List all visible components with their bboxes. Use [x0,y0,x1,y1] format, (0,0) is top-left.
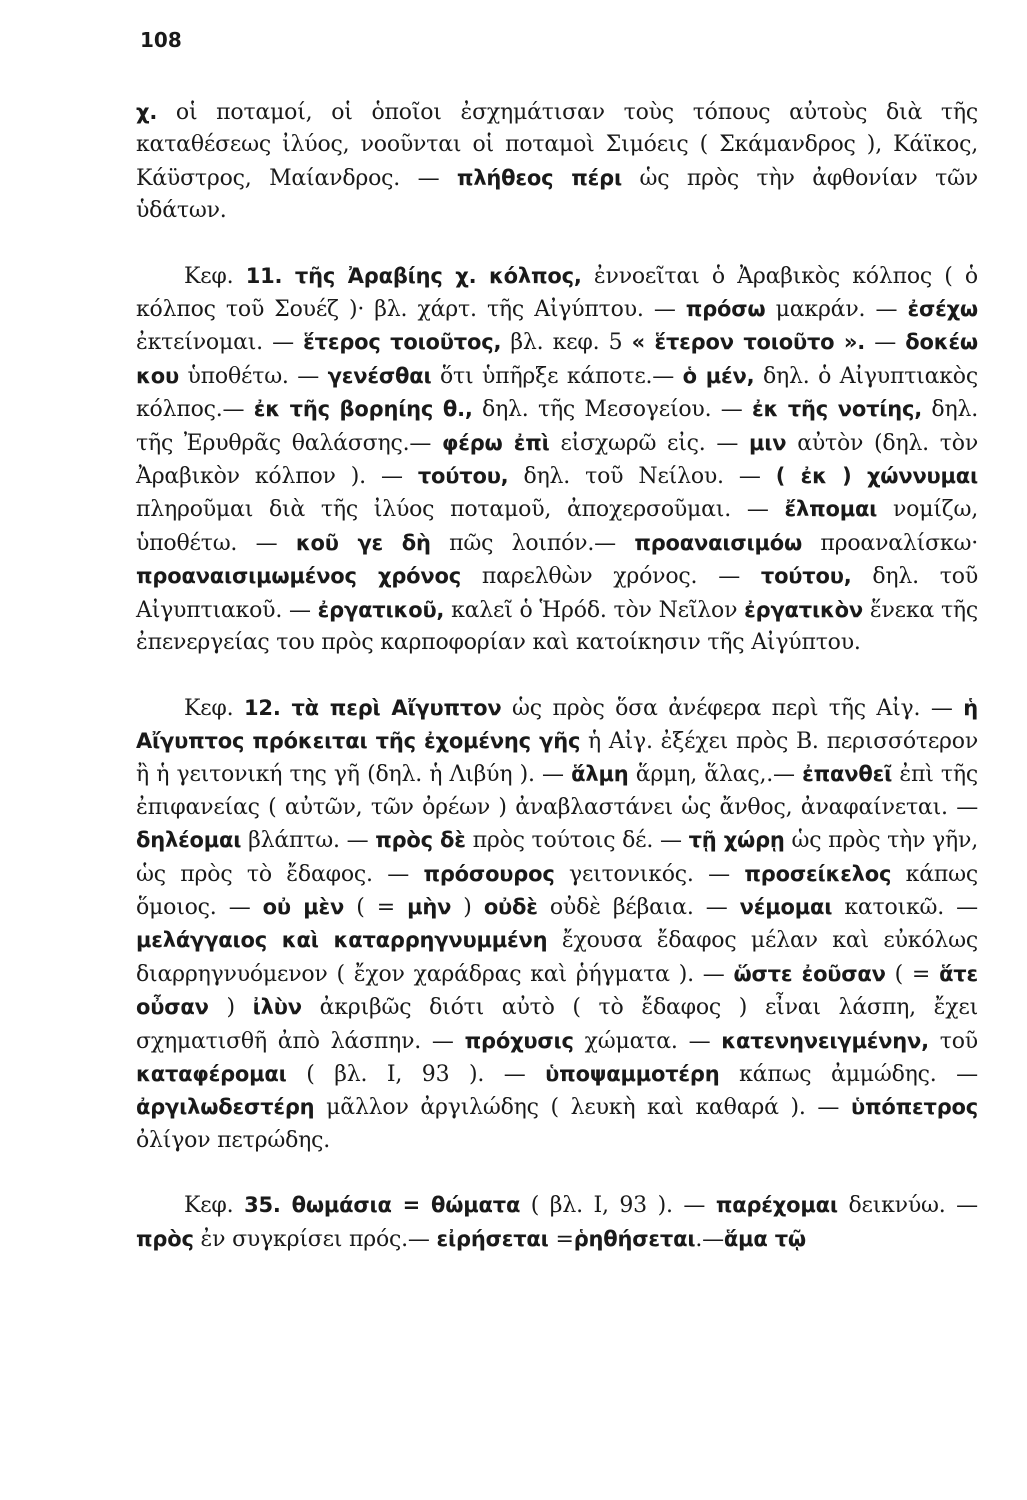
headword: 11. τῆς Ἀραβίης χ. κόλπος, [245,263,582,288]
paragraph [136,692,978,1158]
headword: προαναισιμόω [634,530,802,555]
gloss-text: = [548,1226,574,1252]
gloss-text: οἱ ποταμοί, οἱ ὁποῖοι ἐσχημάτισαν τοὺς τόπους αὐτοὺς διὰ τῆς καταθέσεως ἰλύος, νοοῦνται οἱ ποταμοὶ Σιμόεις ( Σκάμανδρος ), Κάϊκος, Κάϋστρος, Μαίανδρος. — [136,100,978,191]
headword: οὐδὲ [483,894,538,919]
headword: δηλέομαι [136,828,242,853]
gloss-text: ἡ Αἰγ. ἐξέχει πρὸς Β. περισσότερον ἢ ἡ γειτονική της γῆ (δηλ. ἡ Λιβύη ). — [136,728,978,788]
headword: φέρω ἐπὶ [442,430,550,455]
gloss-text: μακράν. — [765,297,908,323]
headword: προσείκελος [744,861,892,886]
headword: οὐ μὲν [262,894,345,919]
gloss-text: παρελθὼν χρόνος. — [460,564,761,590]
gloss-text: .— [695,1226,724,1252]
gloss-text: κάπως ἀμμώδης. — [719,1061,978,1087]
gloss-text: πληροῦμαι διὰ τῆς ἰλύος ποταμοῦ, ἀποχερσοῦμαι. — [136,497,785,523]
gloss-text: ἅρμη, ἅλας,.— [628,762,803,788]
gloss-text: χώματα. — [573,1028,722,1054]
headword: πλήθεος πέρι [456,165,622,190]
paragraph-gap [136,660,978,692]
gloss-text: καλεῖ ὁ Ἡρόδ. τὸν Νεῖλον [444,597,745,623]
headword: καταφέρομαι [136,1061,287,1086]
gloss-text: ἕνεκα τῆς ἐπενεργείας του πρὸς καρποφορίαν καὶ κατοίκησιν τῆς Αἰγύπτου. [136,597,979,656]
headword: ὑποψαμμοτέρη [545,1061,720,1086]
headword: πρόσω [685,297,766,322]
headword: γενέσθαι [327,363,432,388]
headword: πρόσουρος [423,861,555,886]
gloss-text: δηλ. τῆς Ἐρυθρᾶς θαλάσσης.— [136,397,978,456]
headword: μελάγγαιος καὶ καταρρηγνυμμένη [136,928,548,953]
headword: εἰρήσεται [436,1226,549,1251]
headword: παρέχομαι [715,1193,838,1218]
gloss-text: δηλ. τοῦ Αἰγυπτιακοῦ. — [136,564,978,623]
headword: ( ἐκ ) χώννυμαι [775,464,979,489]
headword: ὥστε ἐοῦσαν [733,961,886,986]
gloss-text: Κεφ. [184,695,244,721]
gloss-text: ἔχουσα ἔδαφος μέλαν καὶ εὐκόλως διαρρηγνυόμενον ( ἔχον χαράδρας καὶ ῥήγματα ). — [136,928,978,987]
paragraph-gap [136,228,978,260]
headword: 35. θωμάσια = θώματα [244,1193,521,1218]
gloss-text: ὡς πρὸς ὅσα ἀνέφερα περὶ τῆς Αἰγ. — [501,695,964,721]
gloss-text: γειτονικός. — [554,861,745,887]
headword: κοῦ γε δὴ [295,530,431,555]
gloss-text: βλ. κεφ. 5 [501,330,632,356]
gloss-text: ἐπὶ τῆς ἐπιφανείας ( αὐτῶν, τῶν ὀρέων ) ἀναβλαστάνει ὡς ἄνθος, ἀναφαίνεται. — [136,762,978,820]
headword: νέμομαι [739,894,833,919]
headword: ἐσέχω [907,297,978,322]
headword: ῥηθήσεται [573,1226,696,1251]
gloss-text: δηλ. τοῦ Νείλου. — [508,464,776,490]
headword: ἐκ τῆς βορηίης θ., [253,397,473,422]
gloss-text: πρὸς τούτοις δέ. — [465,828,689,854]
headword: πρὸς δὲ [375,828,466,853]
paragraph [136,1189,978,1256]
headword: τούτου, [417,464,509,489]
gloss-text: δηλ. ὁ Αἰγυπτιακὸς κόλπος.— [136,363,978,423]
paragraph [136,260,978,660]
headword: χ. [136,100,158,124]
gloss-text: ἐν συγκρίσει πρός.— [193,1226,437,1252]
gloss-text: ἐκτείνομαι. — [136,330,304,356]
gloss-text: ) [451,894,484,920]
gloss-text: προαναλίσκω· [802,530,978,556]
gloss-text: ὡς πρὸς τὴν ἀφθονίαν τῶν ὑδάτων. [136,165,978,224]
headword: κατενηνειγμένην, [721,1028,929,1053]
headword: ἀργιλωδεστέρη [136,1095,315,1120]
gloss-text: ἀκριβῶς διότι αὐτὸ ( τὸ ἔδαφος ) εἶναι λάσπη, ἔχει σχηματισθῆ ἀπὸ λάσπην. — [136,995,978,1054]
headword: ἐργατικοῦ, [317,597,445,622]
headword: ἐπανθεῖ [802,762,893,787]
gloss-text: νομίζω, ὑποθέτω. — [136,497,978,556]
gloss-text: Κεφ. [184,1193,245,1219]
headword: ἰλὺν [252,995,302,1020]
gloss-text: Κεφ. [184,263,246,289]
headword: ἐκ τῆς νοτίης, [751,397,923,422]
gloss-text: βλάπτω. — [241,828,376,854]
gloss-text: ὅτι ὑπῆρξε κάποτε.— [431,363,683,389]
page-body [136,96,978,1256]
headword: 12. τὰ περὶ Αἴγυπτον [244,695,502,720]
paragraph-gap [136,1157,978,1189]
headword: μιν [749,430,787,455]
gloss-text: εἰσχωρῶ εἰς. — [549,430,750,456]
headword: τῇ χώρῃ [688,828,785,853]
gloss-text: μᾶλλον ἀργιλώδης ( λευκὴ καὶ καθαρά ). — [314,1095,851,1121]
headword: πρὸς [136,1226,194,1251]
headword: δοκέω κου [136,330,978,388]
headword: ἡ Αἴγυπτος πρόκειται τῆς ἐχομένης γῆς [136,695,978,753]
gloss-text: αὐτὸν (δηλ. τὸν Ἀραβικὸν κόλπον ). — [136,430,978,490]
headword: ἅλμη [571,762,629,787]
headword: προαναισιμωμένος χρόνος [136,564,461,589]
gloss-text: ( = [344,894,408,920]
headword: ἔλπομαι [784,497,878,522]
headword: ἕτερος τοιοῦτος, [303,330,502,355]
gloss-text: ( = [885,961,940,987]
headword: ὁ μέν, [682,363,755,388]
gloss-text: τοῦ [928,1028,978,1054]
headword: πρόχυσις [464,1028,574,1053]
gloss-text: ὡς πρὸς τὴν γῆν, ὡς πρὸς τὸ ἔδαφος. — [136,828,979,887]
headword: τούτου, [760,564,852,589]
headword: ἐργατικὸν [744,597,864,622]
gloss-text: κάπως ὅμοιος. — [136,861,978,920]
gloss-text: οὐδὲ βέβαια. — [537,894,740,920]
gloss-text: κατοικῶ. — [832,894,978,920]
gloss-text: ( βλ. Ι, 93 ). — [286,1061,546,1087]
gloss-text: ( βλ. Ι, 93 ). — [520,1193,716,1219]
paragraph [136,96,978,228]
gloss-text: ὀλίγον πετρώδης. [136,1127,331,1153]
gloss-text: δηλ. τῆς Μεσογείου. — [472,397,752,423]
gloss-text: ὑποθέτω. — [178,363,328,389]
headword: ἅμα τῷ [723,1226,806,1251]
page-number: 108 [140,28,182,52]
headword: « ἕτερον τοιοῦτο ». [631,330,866,355]
gloss-text: ἐννοεῖται ὁ Ἀραβικὸς κόλπος ( ὁ κόλπος τοῦ Σουέζ )· βλ. χάρτ. τῆς Αἰγύπτου. — [136,263,978,323]
gloss-text: δεικνύω. — [837,1193,978,1219]
gloss-text: ) [208,995,253,1021]
headword: ὑπόπετρος [850,1095,978,1120]
headword: μὴν [407,894,452,919]
headword: ἅτε οὖσαν [136,961,978,1020]
gloss-text: πῶς λοιπόν.— [430,530,635,556]
gloss-text: — [865,330,906,356]
